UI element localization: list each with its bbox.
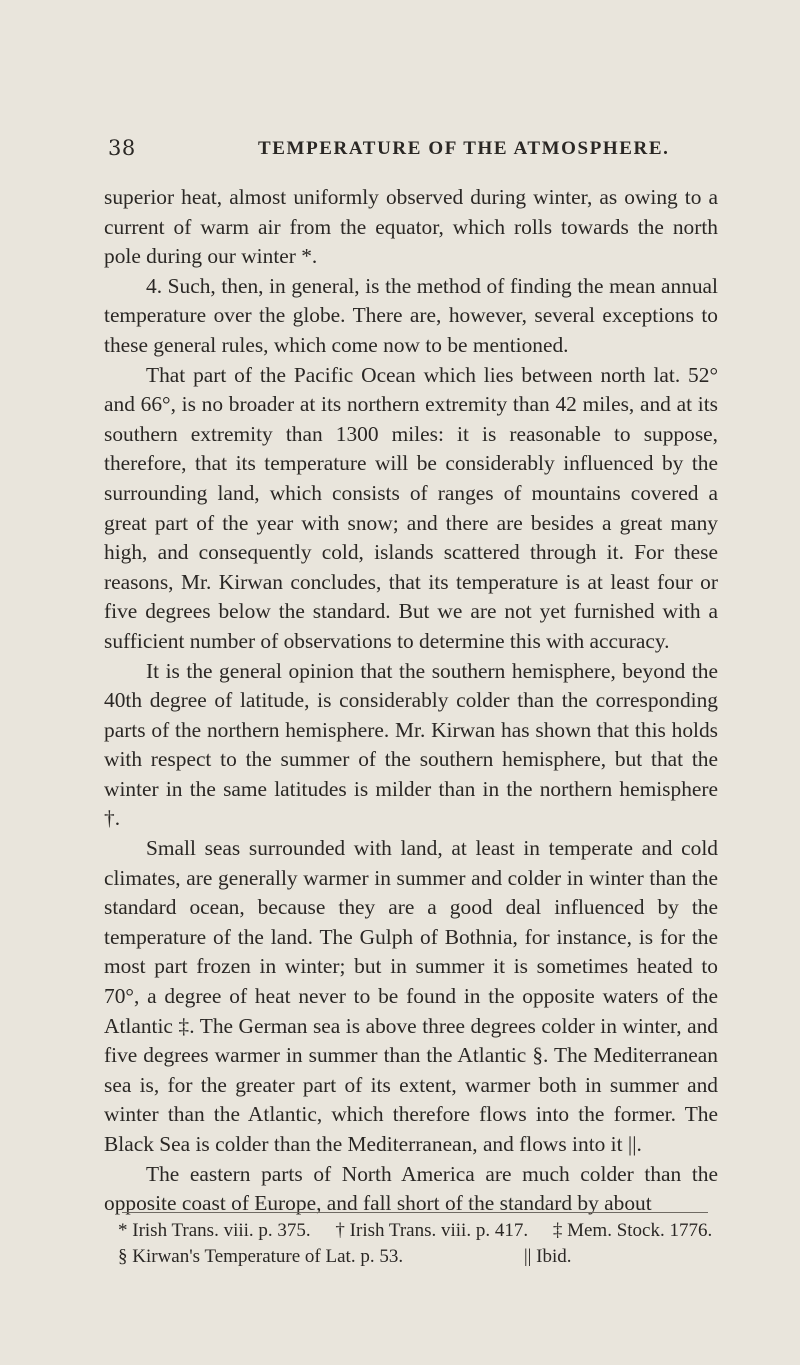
paragraph-small-seas: Small seas surrounded with land, at least in temperate and cold climates, are generally warmer in summer and colder in winter than the standard ocean, because they are a good deal influenced by the temperature of the land. The Gulph of Bothnia, for instance, is for the most part frozen in winter; but in summer it is sometimes heated to 70°, a degree of heat never to be found in the opposite waters of the Atlantic ‡. The German sea is above three degrees colder in winter, and five degrees warmer in summer than the Atlantic §. The Mediterranean sea is, for the greater part of its extent, warmer both in summer and winter than the Atlantic, which therefore flows into the former. The Black Sea is colder than the Mediterranean, and flows into it ||.	[104, 836, 718, 1156]
paragraph-north-america: The eastern parts of North America are much colder than the opposite coast of Europe, and fall short of the standard by about	[104, 1161, 718, 1216]
footnote-mem-stock: ‡ Mem. Stock. 1776.	[552, 1220, 713, 1241]
footnote-line	[118, 1218, 718, 1244]
running-head	[104, 136, 718, 166]
footnote-ibid: || Ibid.	[523, 1246, 572, 1267]
paragraph-continued: superior heat, almost uniformly observed during winter, as owing to a current of warm air from the equator, which rolls towards the north pole during our winter *.	[104, 185, 718, 269]
running-title: TEMPERATURE OF THE ATMOSPHERE.	[258, 138, 670, 159]
body-text	[104, 183, 718, 1219]
footnote-rule	[122, 1212, 708, 1213]
page-number: 38	[108, 136, 136, 160]
footnote-kirwan: § Kirwan's Temperature of Lat. p. 53.	[118, 1246, 404, 1267]
footnotes	[118, 1218, 718, 1270]
paragraph-southern-hemisphere: It is the general opinion that the southern hemisphere, beyond the 40th degree of latitude, is considerably colder than the corresponding parts of the northern hemisphere. Mr. Kirwan has shown that this holds with respect to the summer of the southern hemisphere, but that the winter in the same latitudes is milder than in the northern hemisphere †.	[104, 658, 718, 831]
footnote-irish-trans-375: * Irish Trans. viii. p. 375.	[118, 1220, 311, 1241]
footnote-line	[118, 1244, 718, 1270]
paragraph-4-method: 4. Such, then, in general, is the method of finding the mean annual temperature over the globe. There are, however, several exceptions to these general rules, which come now to be mentioned.	[104, 273, 718, 357]
paragraph-pacific-ocean: That part of the Pacific Ocean which lies between north lat. 52° and 66°, is no broader at its northern extremity than 42 miles, and at its southern extremity than 1300 miles: it is reasonable to suppose, therefore, that its temperature will be considerably influenced by the surrounding land, which consists of ranges of mountains covered a great part of the year with snow; and there are besides a great many high, and consequently cold, islands scattered through it. For these reasons, Mr. Kirwan concludes, that its temperature is at least four or five degrees below the standard. But we are not yet furnished with a sufficient number of observations to determine this with accuracy.	[104, 362, 718, 653]
footnote-irish-trans-417: † Irish Trans. viii. p. 417.	[335, 1220, 529, 1241]
